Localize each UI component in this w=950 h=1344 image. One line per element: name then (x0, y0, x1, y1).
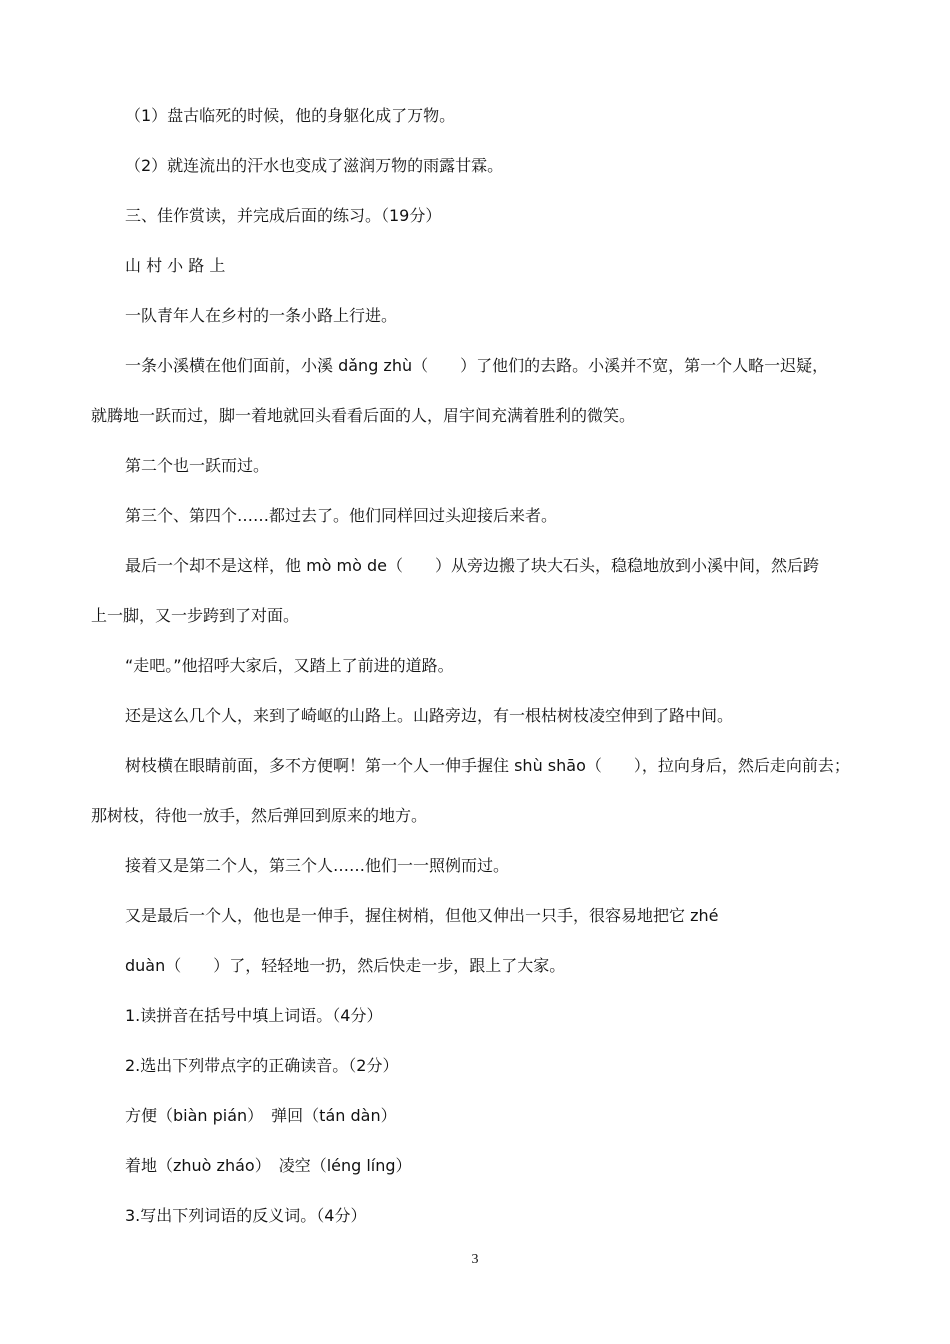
page-number: 3 (471, 1252, 479, 1267)
question-3: 3.写出下列词语的反义词。（4分） (125, 1206, 367, 1225)
story-paragraph: duàn（ ）了，轻轻地一扔，然后快走一步，跟上了大家。 (125, 956, 566, 975)
sentence-2: （2）就连流出的汗水也变成了滋润万物的雨露甘霖。 (125, 156, 504, 175)
story-title: 山 村 小 路 上 (125, 256, 226, 275)
story-paragraph: 第二个也一跃而过。 (125, 456, 270, 475)
story-paragraph-continuation: 那树枝，待他一放手，然后弹回到原来的地方。 (91, 806, 428, 825)
story-paragraph: 最后一个却不是这样，他 mò mò de（ ）从旁边搬了块大石头，稳稳地放到小溪中间，然后跨 (125, 556, 820, 575)
story-paragraph: 还是这么几个人，来到了崎岖的山路上。山路旁边，有一根枯树枝凌空伸到了路中间。 (125, 706, 734, 725)
question-2-options: 方便（biàn pián） 弹回（tán dàn） (125, 1106, 397, 1125)
section-heading: 三、佳作赏读，并完成后面的练习。（19分） (125, 206, 442, 225)
story-paragraph-continuation: 上一脚，又一步跨到了对面。 (91, 606, 300, 625)
story-paragraph: 又是最后一个人，他也是一伸手，握住树梢，但他又伸出一只手，很容易地把它 zhé (125, 906, 719, 925)
story-paragraph: 树枝横在眼睛前面，多不方便啊！第一个人一伸手握住 shù shāo（ ），拉向身后，然后走向前去； (125, 756, 850, 775)
story-paragraph: “走吧。”他招呼大家后，又踏上了前进的道路。 (125, 656, 454, 675)
question-2: 2.选出下列带点字的正确读音。（2分） (125, 1056, 399, 1075)
question-2-options: 着地（zhuò zháo） 凌空（léng líng） (125, 1156, 412, 1175)
story-paragraph-continuation: 就腾地一跃而过，脚一着地就回头看看后面的人，眉宇间充满着胜利的微笑。 (91, 406, 636, 425)
story-paragraph: 第三个、第四个……都过去了。他们同样回过头迎接后来者。 (125, 506, 558, 525)
story-paragraph: 接着又是第二个人，第三个人……他们一一照例而过。 (125, 856, 510, 875)
story-paragraph: 一条小溪横在他们面前，小溪 dǎng zhù（ ）了他们的去路。小溪并不宽，第一个人略一迟疑， (125, 356, 829, 375)
story-paragraph: 一队青年人在乡村的一条小路上行进。 (125, 306, 398, 325)
question-1: 1.读拼音在括号中填上词语。（4分） (125, 1006, 383, 1025)
sentence-1: （1）盘古临死的时候，他的身躯化成了万物。 (125, 106, 456, 125)
